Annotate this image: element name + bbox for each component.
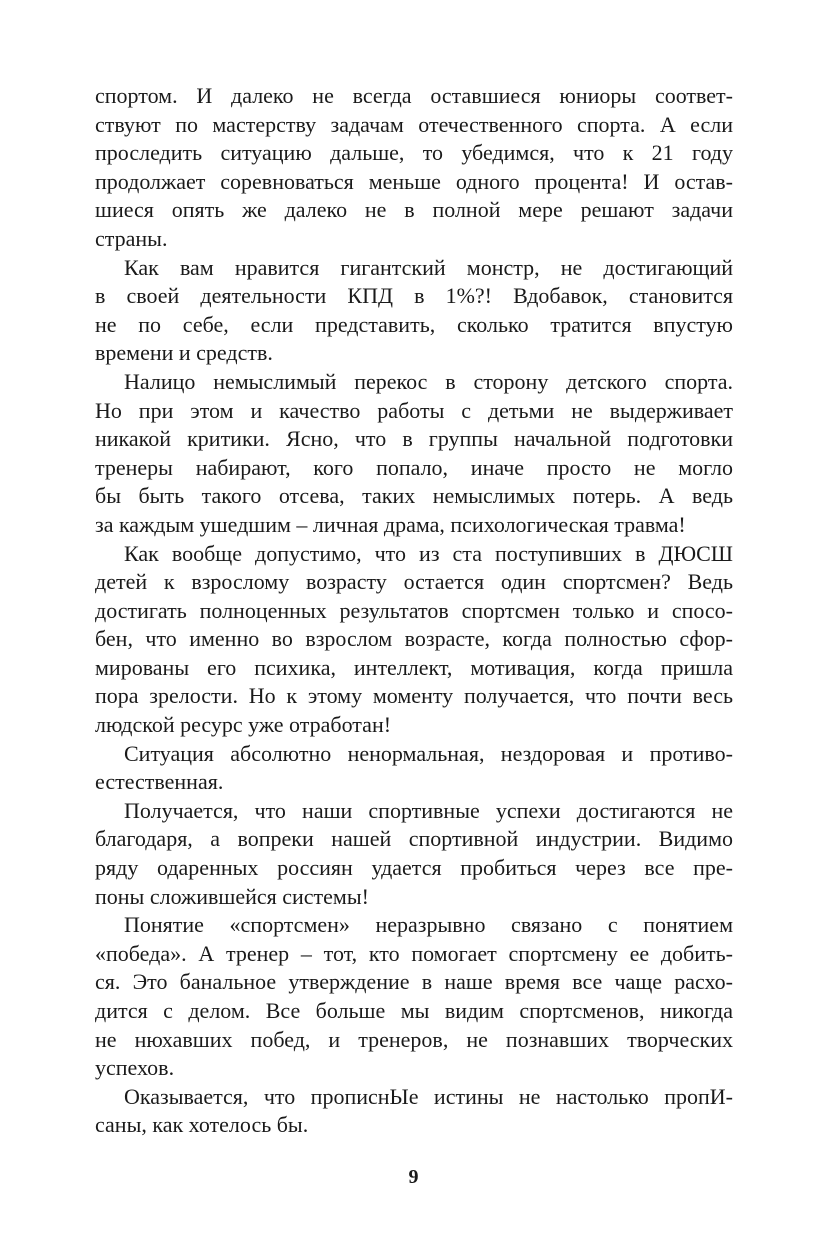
text-line: Понятие «спортсмен» неразрывно связано с понятием — [124, 912, 733, 938]
text-line: Налицо немыслимый перекос в сторону детского спорта. — [124, 368, 733, 394]
text-line: мированы его психика, интеллект, мотивация, когда пришла — [95, 654, 733, 680]
page-number: 9 — [408, 1166, 419, 1188]
text-line: никакой критики. Ясно, что в группы начальной подготовки — [95, 426, 733, 452]
text-line: тренеры набирают, кого попало, иначе просто не могло — [95, 454, 733, 480]
text-line: продолжает соревноваться меньше одного процента! И остав- — [95, 168, 733, 194]
text-line: Как вообще допустимо, что из ста поступивших в ДЮСШ — [124, 540, 733, 566]
paragraph-2 — [95, 254, 733, 368]
page-body — [95, 82, 733, 1140]
text-line: бен, что именно во взрослом возрасте, когда полностью сфор- — [95, 626, 733, 652]
text-line: проследить ситуацию дальше, то убедимся, что к 21 году — [95, 140, 733, 166]
paragraph-5 — [95, 740, 733, 797]
text-line: не по себе, если представить, сколько тратится впустую — [95, 311, 733, 337]
text-line: Оказывается, что прописнЫе истины не настолько пропИ- — [124, 1083, 733, 1109]
paragraph-4 — [95, 540, 733, 740]
text-line: детей к взрослому возрасту остается один спортсмен? Ведь — [95, 569, 733, 595]
text-line: в своей деятельности КПД в 1%?! Вдобавок, становится — [95, 283, 733, 309]
text-line: спортом. И далеко не всегда оставшиеся юниоры соответ- — [95, 83, 733, 108]
text-line: пора зрелости. Но к этому моменту получается, что почти весь — [95, 683, 733, 709]
paragraph-8 — [95, 1083, 733, 1140]
paragraph-3 — [95, 368, 733, 540]
text-line: достигать полноценных результатов спортсмен только и спосо- — [95, 597, 733, 623]
text-line: шиеся опять же далеко не в полной мере решают задачи — [95, 197, 733, 223]
text-line: поны сложившейся системы! — [95, 883, 369, 909]
text-line: времени и средств. — [95, 340, 273, 366]
text-line: естественная. — [95, 769, 224, 795]
text-line: ся. Это банальное утверждение в наше время все чаще расхо- — [95, 969, 733, 995]
text-line: Но при этом и качество работы с детьми не выдерживает — [95, 397, 733, 423]
text-line: Получается, что наши спортивные успехи достигаются не — [124, 797, 733, 823]
text-line: не нюхавших побед, и тренеров, не познавших творческих — [95, 1026, 733, 1052]
text-line: Как вам нравится гигантский монстр, не достигающий — [124, 254, 733, 280]
text-line: бы быть такого отсева, таких немыслимых потерь. А ведь — [95, 483, 733, 509]
text-line: страны. — [95, 225, 168, 251]
paragraph-6 — [95, 797, 733, 911]
text-line: ряду одаренных россиян удается пробиться через все пре- — [95, 855, 733, 881]
text-line: Ситуация абсолютно ненормальная, нездоровая и противо- — [124, 740, 733, 766]
text-line: ствуют по мастерству задачам отечественного спорта. А если — [95, 111, 733, 137]
paragraph-1 — [95, 82, 733, 254]
text-line: дится с делом. Все больше мы видим спортсменов, никогда — [95, 998, 733, 1023]
text-line: благодаря, а вопреки нашей спортивной индустрии. Видимо — [95, 826, 733, 852]
text-line: за каждым ушедшим – личная драма, психологическая травма! — [95, 511, 686, 537]
text-line: «победа». А тренер – тот, кто помогает спортсмену ее добить- — [95, 940, 733, 966]
text-line: успехов. — [95, 1055, 175, 1081]
text-line: людской ресурс уже отработан! — [95, 712, 392, 738]
paragraph-7 — [95, 911, 733, 1083]
text-line: саны, как хотелось бы. — [95, 1112, 309, 1138]
